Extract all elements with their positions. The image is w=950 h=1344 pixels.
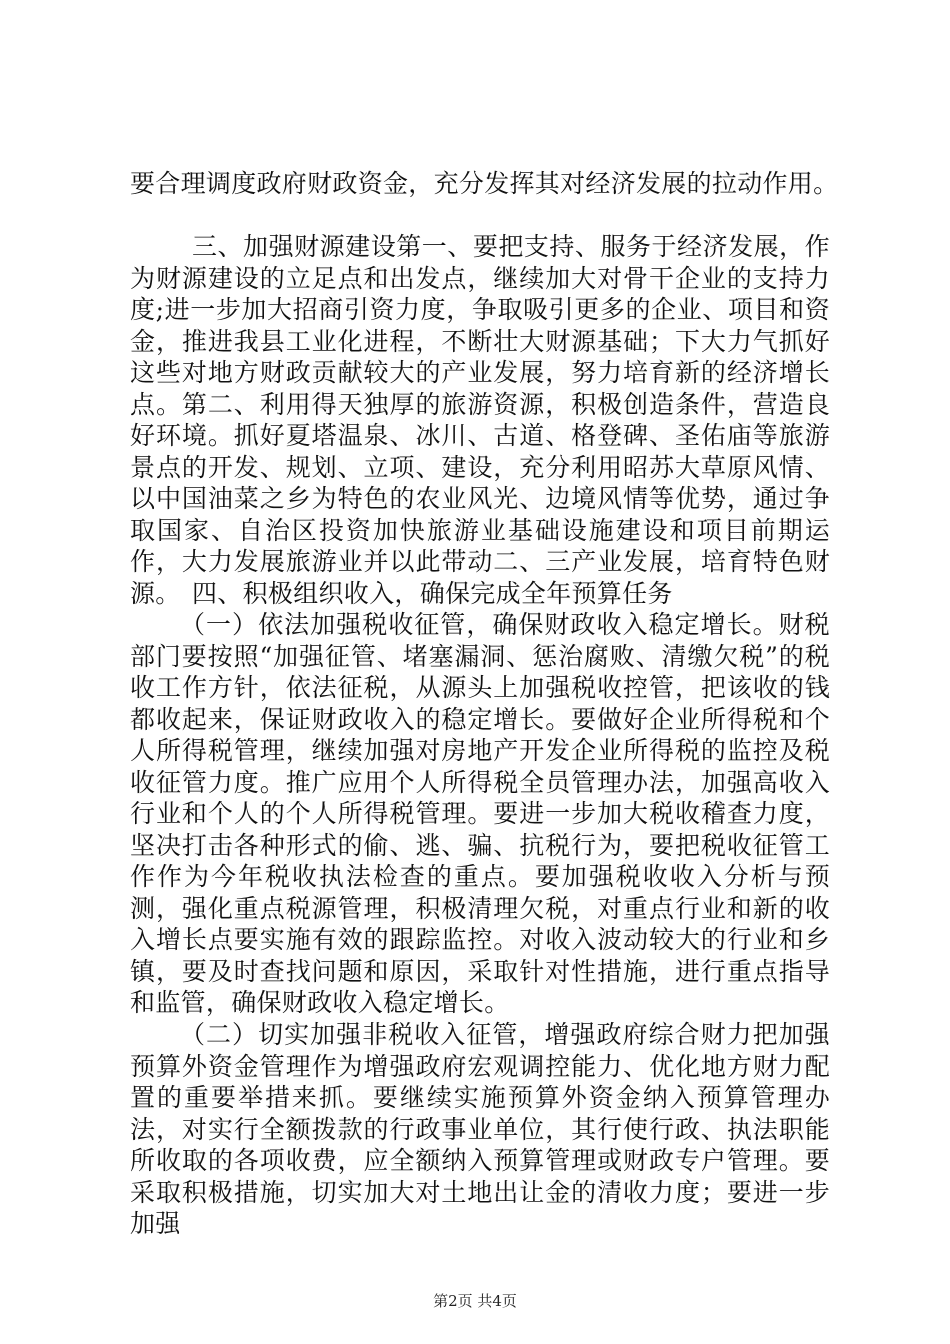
page-number-footer: 第2页 共4页	[433, 1292, 517, 1310]
paragraph-section-three: 三、加强财源建设第一、要把支持、服务于经济发展，作为财源建设的立足点和出发点，继续加大对骨干企业的支持力度;进一步加大招商引资力度，争取吸引更多的企业、项目和资金，推进我县工业化进程，不断壮大财源基础；下大力气抓好这些对地方财政贡献较大的产业发展，努力培育新的经济增长点。第二、利用得天独厚的旅游资源，积极创造条件，营造良好环境。抓好夏塔温泉、冰川、古道、格登碑、圣佑庙等旅游景点的开发、规划、立项、建设，充分利用昭苏大草原风情、以中国油菜之乡为特色的农业风光、边境风情等优势，通过争取国家、自治区投资加快旅游业基础设施建设和项目前期运作，大力发展旅游业并以此带动二、三产业发展，培育特色财源。	[130, 232, 830, 608]
paragraph-continuation: 要合理调度政府财政资金，充分发挥其对经济发展的拉动作用。	[130, 169, 839, 198]
heading-section-four: 四、积极组织收入，确保完成全年预算任务	[192, 579, 673, 608]
paragraph-section-four-item-one: （一）依法加强税收征管，确保财政收入稳定增长。财税部门要按照“加强征管、堵塞漏洞、惩治腐败、清缴欠税”的税收工作方针，依法征税，从源头上加强税收控管，把该收的钱都收起来，保证财政收入的稳定增长。要做好企业所得税和个人所得税管理，继续加强对房地产开发企业所得税的监控及税收征管力度。推广应用个人所得税全员管理办法，加强高收入行业和个人的个人所得税管理。要进一步加大税收稽查力度，坚决打击各种形式的偷、逃、骗、抗税行为，要把税收征管工作作为今年税收执法检查的重点。要加强税收收入分析与预测，强化重点税源管理，积极清理欠税，对重点行业和新的收入增长点要实施有效的跟踪监控。对收入波动较大的行业和乡镇，要及时查找问题和原因，采取针对性措施，进行重点指导和监管，确保财政收入稳定增长。	[130, 610, 830, 1017]
paragraph-section-four-item-two: （二）切实加强非税收入征管，增强政府综合财力把加强预算外资金管理作为增强政府宏观调控能力、优化地方财力配置的重要举措来抓。要继续实施预算外资金纳入预算管理办法，对实行全额拨款的行政事业单位，其行使行政、执法职能所收取的各项收费，应全额纳入预算管理或财政专户管理。要采取积极措施，切实加大对土地出让金的清收力度；要进一步加强	[130, 1020, 830, 1238]
